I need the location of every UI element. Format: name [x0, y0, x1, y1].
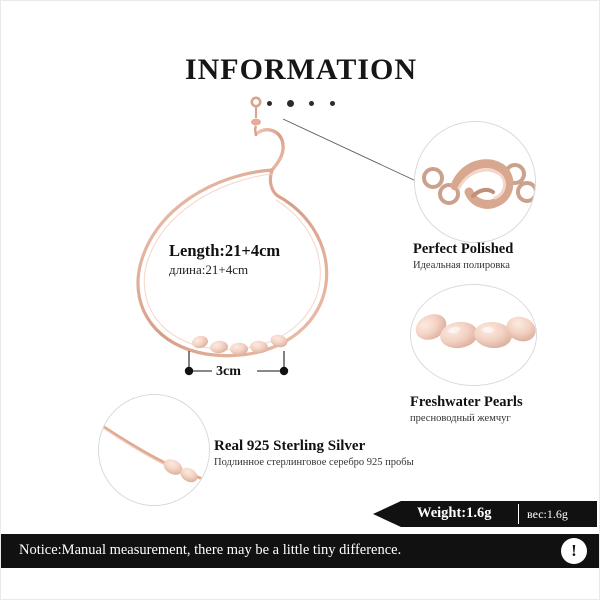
pearls-zoom-photo: [410, 284, 537, 386]
page-title: INFORMATION: [184, 53, 418, 86]
notice-text: Notice:Manual measurement, there may be a little tiny difference.: [19, 542, 402, 558]
length-callout: [169, 241, 280, 278]
length-label-ru: длина:21+4cm: [169, 262, 249, 277]
pearl-bead: [210, 340, 229, 354]
silver-callout-label: [214, 438, 414, 468]
exclamation-icon: !: [561, 538, 587, 564]
clasp-label-en: Perfect Polished: [413, 241, 514, 257]
length-label-en: Length:21+4cm: [169, 241, 281, 260]
clasp-zoom-photo: [414, 121, 536, 243]
pearls-label-en: Freshwater Pearls: [410, 394, 523, 410]
banner-arrow-icon: [373, 501, 401, 527]
measure-label: 3cm: [216, 364, 241, 379]
pearls-label-ru: пресноводный жемчуг: [410, 413, 511, 424]
weight-separator: [518, 504, 519, 524]
pearls-callout-label: [410, 394, 523, 424]
silver-zoom-photo: [98, 394, 210, 506]
weight-label-ru: вес:1.6g: [527, 507, 568, 521]
silver-label-ru: Подлинное стерлинговое серебро 925 пробы: [214, 457, 414, 468]
silver-label-en: Real 925 Sterling Silver: [214, 438, 366, 454]
clasp-label-ru: Идеальная полировка: [413, 260, 510, 271]
weight-label-en: Weight:1.6g: [417, 505, 492, 521]
pearl-bead: [230, 343, 248, 355]
weight-banner: [373, 501, 597, 527]
clasp-callout-label: [413, 241, 513, 271]
notice-bar: [1, 534, 600, 568]
